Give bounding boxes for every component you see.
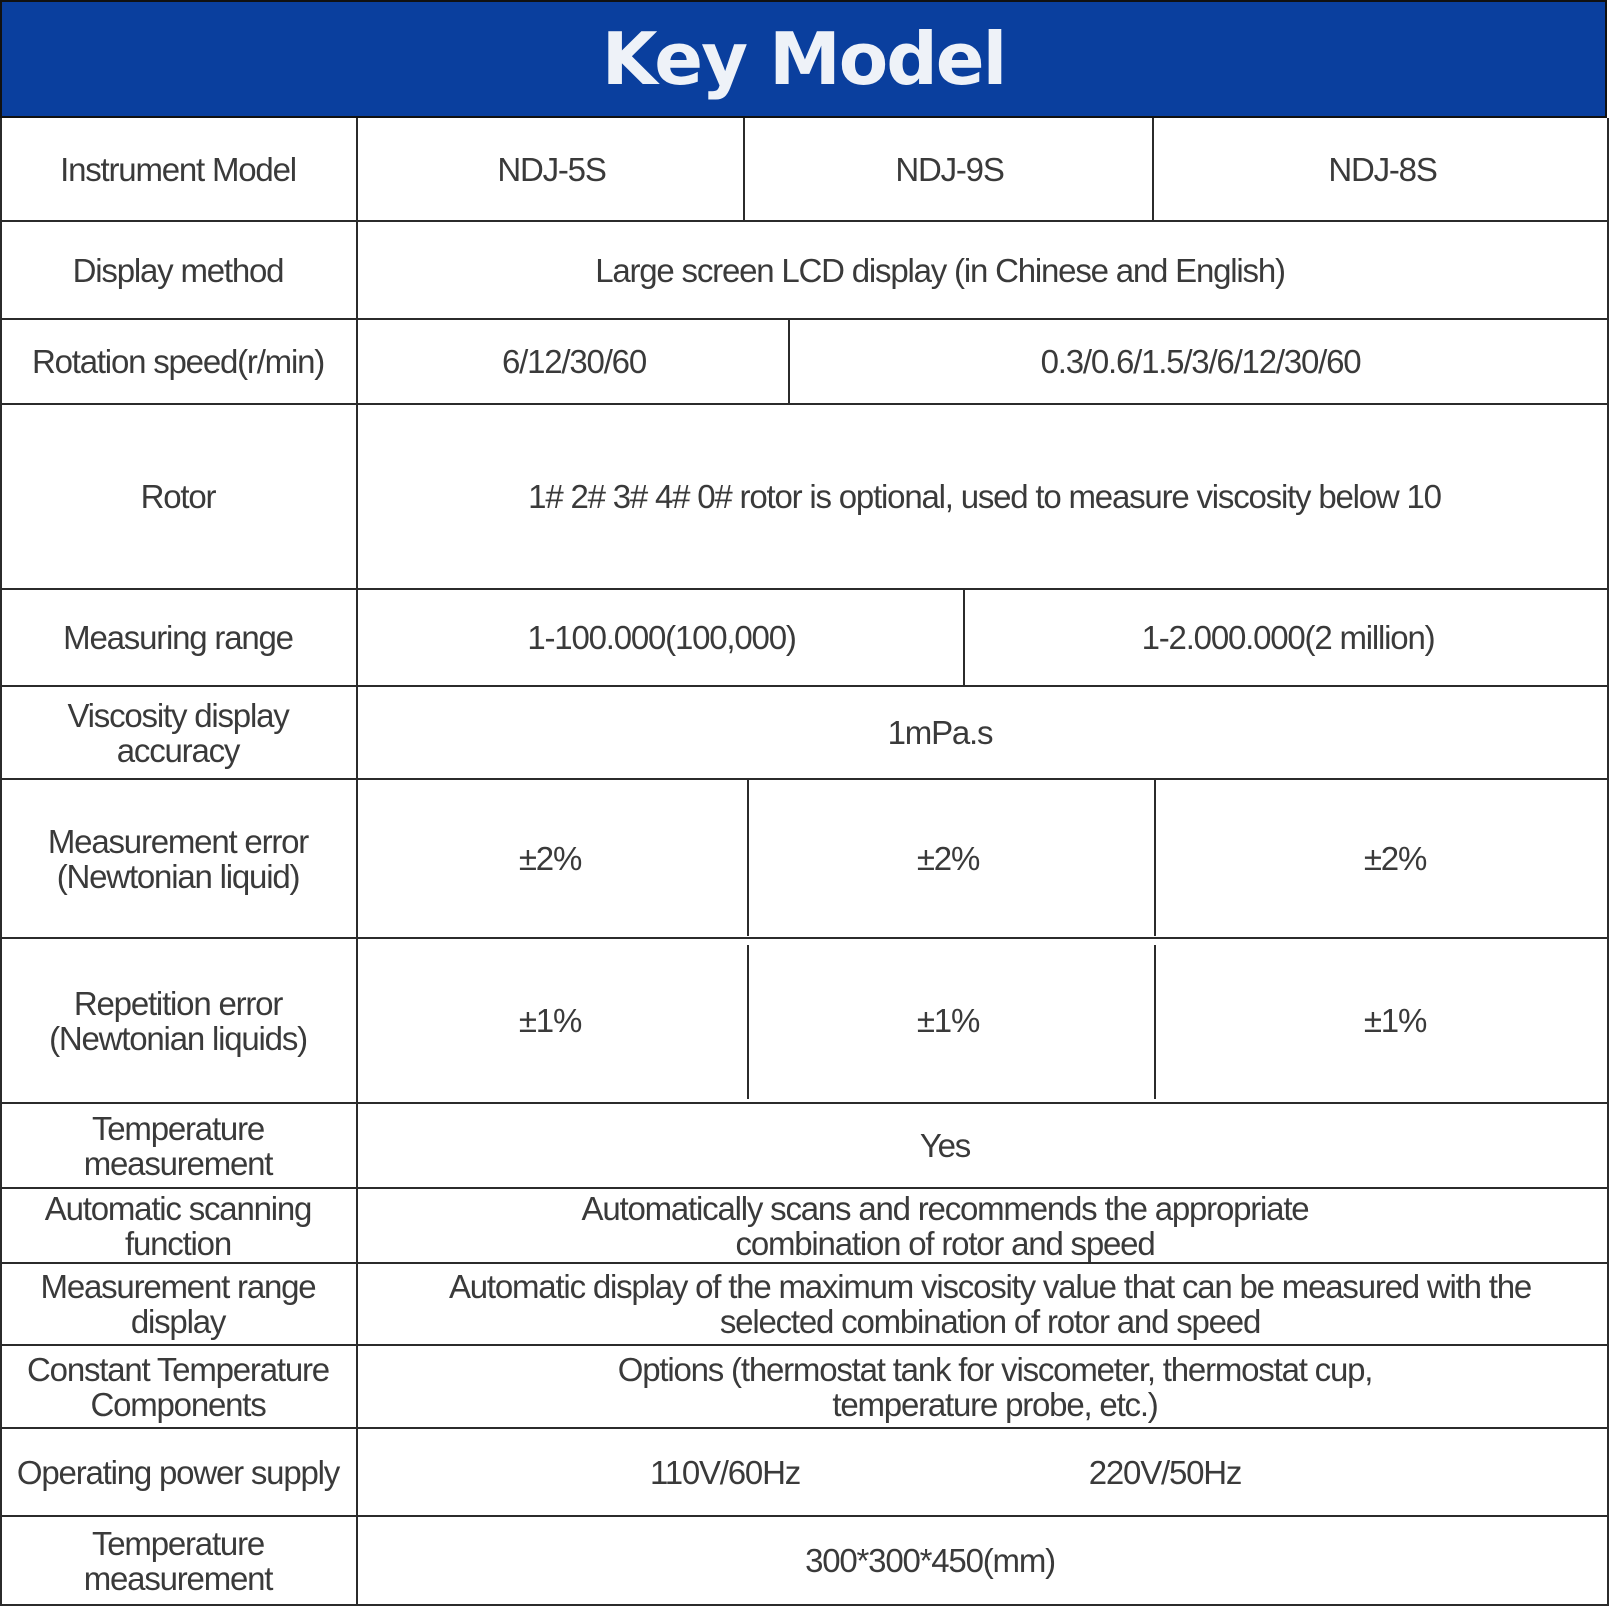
row-label: Temperature measurement	[0, 1104, 358, 1187]
row-label: Rotation speed(r/min)	[0, 320, 358, 403]
row-rotor	[0, 405, 1609, 590]
row-rotation-speed	[0, 320, 1609, 405]
page-title: Key Model	[601, 17, 1006, 101]
row-label: Display method	[0, 222, 358, 318]
rotor-value: 1# 2# 3# 4# 0# rotor is optional, used to measure viscosity below 10	[528, 478, 1441, 515]
row-label: Measuring range	[0, 590, 358, 685]
row-display-method	[0, 222, 1609, 320]
measurement-error-9s: ±2%	[916, 840, 980, 877]
display-method-value: Large screen LCD display (in Chinese and English)	[595, 251, 1285, 289]
row-temperature-measurement	[0, 1104, 1609, 1189]
power-supply-110v: 110V/60Hz	[649, 1453, 801, 1491]
model-ndj-8s: NDJ-8S	[1328, 150, 1437, 188]
row-measuring-range	[0, 590, 1609, 687]
row-repetition-error	[0, 939, 1609, 1104]
model-ndj-9s: NDJ-9S	[747, 118, 1154, 220]
measurement-error-divider	[1154, 780, 1156, 936]
row-viscosity-accuracy	[0, 687, 1609, 780]
row-constant-temperature	[0, 1346, 1609, 1429]
speed-value-9s-8s: 0.3/0.6/1.5/3/6/12/30/60	[1040, 343, 1361, 380]
measurement-error-8s: ±2%	[1363, 840, 1427, 877]
range-value-low: 1-100.000(100,000)	[360, 590, 965, 685]
measurement-error-divider	[747, 780, 749, 936]
row-measurement-range-display	[0, 1264, 1609, 1346]
dimensions-value: 300*300*450(mm)	[805, 1542, 1055, 1579]
power-supply-220v: 220V/50Hz	[1088, 1453, 1242, 1491]
temperature-measurement-value: Yes	[919, 1127, 971, 1164]
speed-value-5s: 6/12/30/60	[360, 320, 790, 403]
row-instrument-model	[0, 118, 1609, 222]
row-label: Operating power supply	[0, 1429, 358, 1515]
constant-temperature-value: Options (thermostat tank for viscometer, thermostat cup, temperature probe, etc.)	[617, 1350, 1373, 1423]
repetition-error-9s: ±1%	[916, 1002, 980, 1039]
row-label: Viscosity display accuracy	[0, 687, 358, 778]
row-label: Rotor	[0, 405, 358, 588]
row-dimensions	[0, 1517, 1609, 1606]
range-value-high: 1-2.000.000(2 million)	[1141, 619, 1435, 656]
automatic-scanning-value: Automatically scans and recommends the appropriate combination of rotor and speed	[581, 1189, 1309, 1262]
row-automatic-scanning	[0, 1189, 1609, 1264]
row-operating-power-supply	[0, 1429, 1609, 1517]
row-label: Repetition error (Newtonian liquids)	[0, 939, 358, 1102]
model-ndj-5s: NDJ-5S	[360, 118, 745, 220]
repetition-error-divider	[1154, 945, 1156, 1099]
row-label: Constant Temperature Components	[0, 1346, 358, 1427]
repetition-error-divider	[747, 945, 749, 1099]
measurement-range-display-value: Automatic display of the maximum viscosity value that can be measured with the selected combination of rotor and speed	[448, 1268, 1532, 1340]
accuracy-value: 1mPa.s	[887, 714, 993, 751]
row-label: Measurement range display	[0, 1264, 358, 1344]
page-header	[0, 0, 1607, 118]
row-label: Instrument Model	[0, 118, 358, 220]
measurement-error-5s: ±2%	[518, 840, 582, 877]
repetition-error-5s: ±1%	[518, 1002, 582, 1039]
row-label: Measurement error (Newtonian liquid)	[0, 780, 358, 937]
repetition-error-8s: ±1%	[1363, 1002, 1427, 1039]
row-label: Automatic scanning function	[0, 1189, 358, 1262]
row-label: Temperature measurement	[0, 1517, 358, 1604]
row-measurement-error	[0, 780, 1609, 939]
